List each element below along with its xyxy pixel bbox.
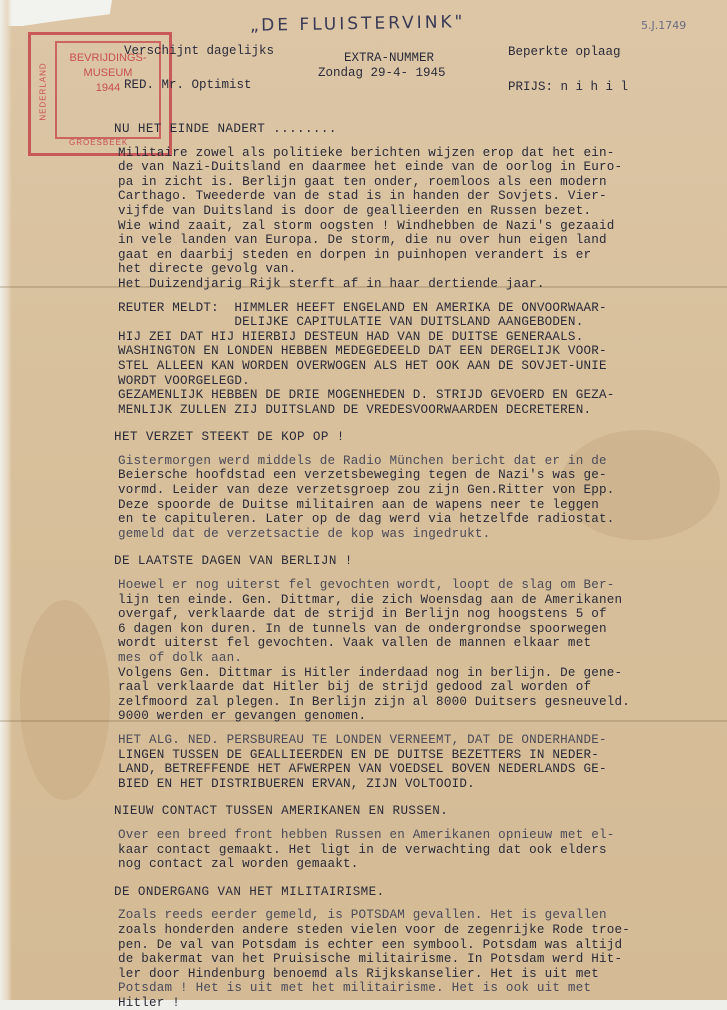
text-line: overgaf, verklaarde dat de strijd in Berlijn nog hoogstens 5 of <box>118 607 607 622</box>
text-line: GEZAMENLIJK HEBBEN DE DRIE MOGENHEDEN D. STRIJD GEVOERD EN GEZA- <box>118 388 615 403</box>
text-line: kaar contact gemaakt. Het ligt in de verwachting dat ook elders <box>118 842 607 857</box>
text-line: DELIJKE CAPITULATIE VAN DUITSLAND AANGEBODEN. <box>118 315 584 330</box>
circulation-note: Beperkte oplaag <box>508 45 621 59</box>
text-line: 9000 werden er gevangen genomen. <box>118 709 367 724</box>
text-line: WORDT VOORGELEGD. <box>118 373 250 388</box>
text-line: het directe gevolg van. <box>118 262 297 277</box>
section-heading: NIEUW CONTACT TUSSEN AMERIKANEN EN RUSSEN. <box>114 804 449 819</box>
heading-gap <box>114 137 704 146</box>
text-line: in vele landen van Europa. De storm, die nu over hun eigen land <box>118 233 607 248</box>
text-line: Militaire zowel als politieke berichten wijzen erop dat het ein- <box>118 145 615 160</box>
text-line: vormd. Leider van deze verzetsgroep zou zijn Gen.Ritter von Epp. <box>118 483 615 498</box>
text-line: Hitler ! <box>118 995 181 1010</box>
text-line: Over een breed front hebben Russen en Amerikanen opnieuw met el- <box>118 827 615 842</box>
torn-corner <box>0 0 112 26</box>
text-line: de van Nazi-Duitsland en daarmee het einde van de oorlog in Euro- <box>118 160 623 175</box>
heading-gap <box>114 569 704 578</box>
archive-number: 5.J.1749 <box>641 19 687 32</box>
text-line: MENLIJK ZULLEN ZIJ DUITSLAND DE VREDESVOORWAARDEN DECRETEREN. <box>118 402 592 417</box>
text-line: raal verklaarde dat Hitler bij de strijd gedood zal worden of <box>118 680 592 695</box>
newspaper-title: „DE FLUISTERVINK" <box>249 12 466 36</box>
text-line: Hoewel er nog uiterst fel gevochten wordt, loopt de slag om Ber- <box>118 578 615 593</box>
section-heading: HET VERZET STEEKT DE KOP OP ! <box>114 430 345 445</box>
issue-date: Zondag 29-4- 1945 <box>318 66 446 80</box>
article-body <box>114 122 704 1010</box>
editor-line: RED. Mr. Optimist <box>124 78 252 92</box>
text-line: zelfmoord zal plegen. In Berlijn zijn al 8000 Duitsers gesneuveld. <box>118 694 630 709</box>
section-gap <box>114 872 704 885</box>
text-line: pa in zicht is. Berlijn gaat ten onder, roemloos als een modern <box>118 174 607 189</box>
text-line: pen. De val van Potsdam is echter een symbool. Potsdam was altijd <box>118 937 623 952</box>
text-line: nog contact zal worden gemaakt. <box>118 857 359 872</box>
section-gap <box>114 417 704 430</box>
text-line: Wie wind zaait, zal storm oogsten ! Windhebben de Nazi's gezaaid <box>118 218 615 233</box>
text-line: Gistermorgen werd middels de Radio München bericht dat er in de <box>118 453 607 468</box>
text-line: WASHINGTON EN LONDEN HEBBEN MEDEGEDEELD DAT EEN DERGELIJK VOOR- <box>118 344 607 359</box>
text-line: wordt uiterst fel gevochten. Vaak vallen de mannen elkaar met <box>118 636 592 651</box>
heading-gap <box>114 445 704 454</box>
text-line: de bakermat van het Pruisische militairisme. In Potsdam werd Hit- <box>118 952 623 967</box>
section-heading: NU HET EINDE NADERT ........ <box>114 122 337 136</box>
text-line: Carthago. Tweederde van de stad is in handen der Sovjets. Vier- <box>118 189 607 204</box>
stamp-side-text: NEDERLAND <box>38 62 48 121</box>
text-line: Volgens Gen. Dittmar is Hitler inderdaad nog in berlijn. De gene- <box>118 665 623 680</box>
text-line: Deze spoorde de Duitse militairen aan de wapens neer te leggen <box>118 497 599 512</box>
price-line: PRIJS: n i h i l <box>508 80 629 94</box>
text-line: gaat en daarbij steden en dorpen in puinhopen verandert is er <box>118 247 592 262</box>
text-line: en te capituleren. Later op de dag werd via hetzelfde radiostat. <box>118 512 615 527</box>
text-line: gemeld dat de verzetsactie de kop was ingedrukt. <box>118 526 491 541</box>
text-line: HIJ ZEI DAT HIJ HIERBIJ DESTEUN HAD VAN DE DUITSE GENERAALS. <box>118 329 584 344</box>
stamp-line: MUSEUM <box>83 67 133 79</box>
text-line: Zoals reeds eerder gemeld, is POTSDAM gevallen. Het is gevallen <box>118 908 607 923</box>
text-line: LINGEN TUSSEN DE GEALLIEERDEN EN DE DUITSE BEZETTERS IN NEDER- <box>118 747 599 762</box>
section-gap <box>114 541 704 554</box>
text-line: Beiersche hoofdstad een verzetsbeweging tegen de Nazi's was ge- <box>118 468 607 483</box>
section-heading: DE LAATSTE DAGEN VAN BERLIJN ! <box>114 554 353 569</box>
stamp-line: 1944 <box>95 82 121 94</box>
text-line: Het Duizendjarig Rijk sterft af in haar dertiende jaar. <box>118 276 545 291</box>
section-gap <box>114 292 704 301</box>
text-line: lijn ten einde. Gen. Dittmar, die zich Woensdag aan de Amerikanen <box>118 592 623 607</box>
heading-gap <box>114 819 704 828</box>
text-line: Potsdam ! Het is uit met het militairisme. Het is ook uit met <box>118 981 592 996</box>
section-gap <box>114 724 704 733</box>
text-line: vijfde van Duitsland is door de geallieerden en Russen bezet. <box>118 203 592 218</box>
text-line: ler door Hindenburg benoemd als Rijkskanselier. Het is uit met <box>118 966 599 981</box>
stamp-bottom-text: GROESBEEK <box>69 138 129 147</box>
text-line: HET ALG. NED. PERSBUREAU TE LONDEN VERNEEMT, DAT DE ONDERHANDE- <box>118 732 607 747</box>
text-line: zoals honderden andere steden vielen voor de zegenrijke Rode troe- <box>118 922 630 937</box>
paper-edge <box>0 0 12 1000</box>
section-heading: DE ONDERGANG VAN HET MILITAIRISME. <box>114 884 385 899</box>
text-line: mes of dolk aan. <box>118 651 243 665</box>
text-line: REUTER MELDT: HIMMLER HEEFT ENGELAND EN AMERIKA DE ONVOORWAAR- <box>118 300 607 315</box>
section-gap <box>114 791 704 804</box>
text-line: LAND, BETREFFENDE HET AFWERPEN VAN VOEDSEL BOVEN NEDERLANDS GE- <box>118 762 607 777</box>
paper-stain <box>20 600 110 800</box>
publication-frequency: Verschijnt dagelijks <box>124 44 275 58</box>
text-line: BIED EN HET DISTRIBUEREN ERVAN, ZIJN VOLTOOID. <box>118 776 475 791</box>
text-line: STEL ALLEEN KAN WORDEN OVERWOGEN ALS HET OOK AAN DE SOVJET-UNIE <box>118 358 607 373</box>
heading-gap <box>114 899 704 908</box>
issue-type: EXTRA-NUMMER <box>344 51 435 65</box>
stamp-line: BEVRIJDINGS- <box>69 52 147 64</box>
text-line: 6 dagen kon duren. In de tunnels van de ondergrondse spoorwegen <box>118 621 607 636</box>
